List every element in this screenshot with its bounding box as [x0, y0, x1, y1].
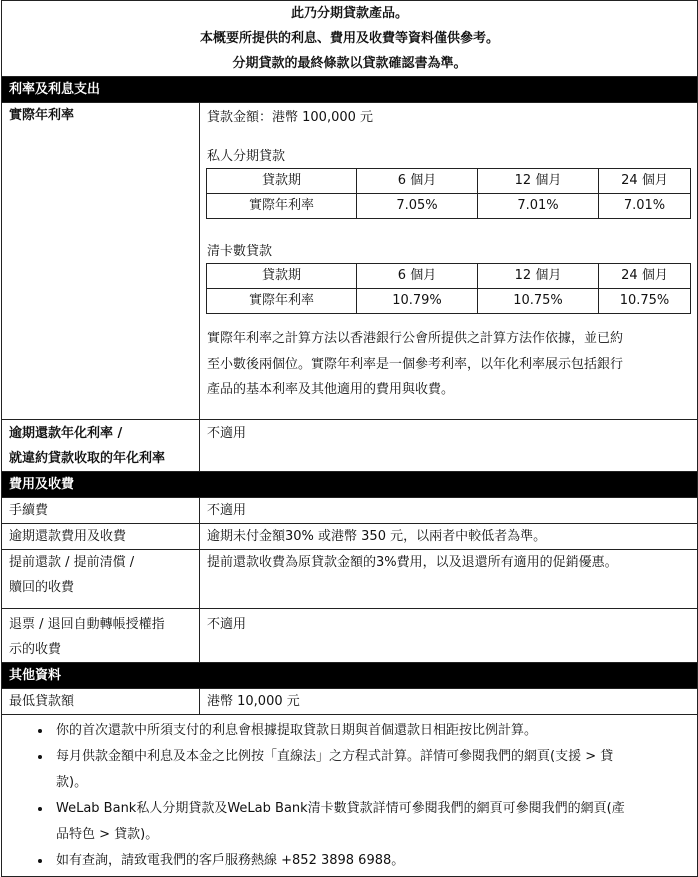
fee-label-line: 示的收費	[9, 641, 62, 657]
list-item	[52, 848, 697, 874]
fee-value: 不適用	[200, 497, 698, 523]
table-cell: 6 個月	[357, 264, 478, 289]
list-item-line: 品特色 > 貸款)。	[56, 826, 159, 842]
info-bullets-row	[2, 714, 698, 876]
table-cell: 12 個月	[478, 169, 599, 194]
overdue-rate-label-line: 就違約貸款收取的年化利率	[9, 450, 166, 466]
apr-note-line: 至小數後兩個位。實際年利率是一個參考利率，以年化利率展示包括銀行	[207, 356, 624, 372]
info-bullet-list	[2, 715, 697, 876]
table-cell: 7.01%	[599, 194, 691, 219]
table-cell: 貸款期	[207, 169, 357, 194]
apr-label: 實際年利率	[2, 103, 200, 420]
document-header	[2, 1, 698, 77]
table-cell: 24 個月	[599, 169, 691, 194]
fee-label-line: 贖回的收費	[9, 579, 75, 595]
table-row	[207, 169, 691, 194]
fee-row-return	[2, 608, 698, 662]
fee-row-handling	[2, 497, 698, 523]
table-cell: 10.75%	[599, 289, 691, 314]
fee-label	[2, 608, 200, 662]
loan-summary-table	[1, 0, 698, 877]
table-cell: 貸款期	[207, 264, 357, 289]
list-item-line: • WeLab Bank私人分期貸款及WeLab Bank清卡數貸款詳情可參閱我們的網頁可參閱我們的網頁(產	[56, 800, 625, 816]
fee-label	[2, 549, 200, 608]
section-other-title: 其他資料	[2, 662, 698, 688]
list-item	[52, 744, 697, 796]
fee-value: 逾期未付金額30% 或港幣 350 元，以兩者中較低者為準。	[200, 523, 698, 549]
table-row	[207, 264, 691, 289]
header-line-2: 本概要所提供的利息、費用及收費等資料僅供參考。	[200, 31, 500, 46]
apr-note	[207, 326, 690, 403]
fee-value: 不適用	[200, 608, 698, 662]
fee-value: 提前還款收費為原貸款金額的3%費用，以及退還所有適用的促銷優惠。	[200, 549, 698, 608]
list-item	[52, 718, 697, 744]
apr-note-line: 實際年利率之計算方法以香港銀行公會所提供之計算方法作依據，並已約	[207, 331, 624, 346]
table-cell: 實際年利率	[207, 289, 357, 314]
table-cell: 6 個月	[357, 169, 478, 194]
table-row	[207, 194, 691, 219]
fee-row-late	[2, 523, 698, 549]
list-item-line: 款)。	[56, 774, 88, 790]
list-item-line: • 如有查詢，請致電我們的客戶服務熱線 +852 3898 6988。	[56, 852, 405, 868]
loan-summary-document	[1, 0, 697, 877]
loan-amount: 貸款金額：港幣 100,000 元	[207, 110, 374, 125]
fee-row-prepayment	[2, 549, 698, 608]
min-loan-label: 最低貸款額	[2, 688, 200, 714]
header-line-3: 分期貸款的最終條款以貸款確認書為準。	[232, 56, 467, 71]
apr-note-line: 產品的基本利率及其他適用的費用與收費。	[207, 382, 455, 397]
card-loan-rate-table	[206, 263, 691, 314]
table-cell: 10.79%	[357, 289, 478, 314]
apr-content	[200, 103, 698, 420]
min-loan-row	[2, 688, 698, 714]
table-cell: 實際年利率	[207, 194, 357, 219]
fee-label: 手續費	[2, 497, 200, 523]
card-loan-title: 清卡數貸款	[207, 244, 273, 259]
personal-loan-title: 私人分期貸款	[207, 149, 286, 164]
section-interest-title: 利率及利息支出	[2, 77, 698, 103]
table-cell: 24 個月	[599, 264, 691, 289]
list-item	[52, 796, 697, 848]
table-cell: 12 個月	[478, 264, 599, 289]
section-fees-title: 費用及收費	[2, 471, 698, 497]
overdue-rate-row	[2, 419, 698, 471]
fee-label: 逾期還款費用及收費	[2, 523, 200, 549]
fee-label-line: 提前還款 / 提前清償 /	[9, 554, 135, 570]
personal-loan-rate-table	[206, 168, 691, 219]
overdue-rate-label-line: 逾期還款年化利率 /	[9, 425, 123, 441]
table-cell: 10.75%	[478, 289, 599, 314]
overdue-rate-value: 不適用	[200, 419, 698, 471]
overdue-rate-label	[2, 419, 200, 471]
table-cell: 7.01%	[478, 194, 599, 219]
fee-label-line: 退票 / 退回自動轉帳授權指	[9, 616, 165, 632]
table-cell: 7.05%	[357, 194, 478, 219]
min-loan-value: 港幣 10,000 元	[200, 688, 698, 714]
table-row	[207, 289, 691, 314]
apr-row	[2, 103, 698, 420]
header-line-1: 此乃分期貸款產品。	[291, 6, 409, 21]
list-item-line: • 你的首次還款中所須支付的利息會根據提取貸款日期與首個還款日相距按比例計算。	[56, 722, 538, 738]
list-item-line: • 每月供款金額中利息及本金之比例按「直線法」之方程式計算。詳情可參閱我們的網頁(支援 > 貸	[56, 748, 614, 764]
